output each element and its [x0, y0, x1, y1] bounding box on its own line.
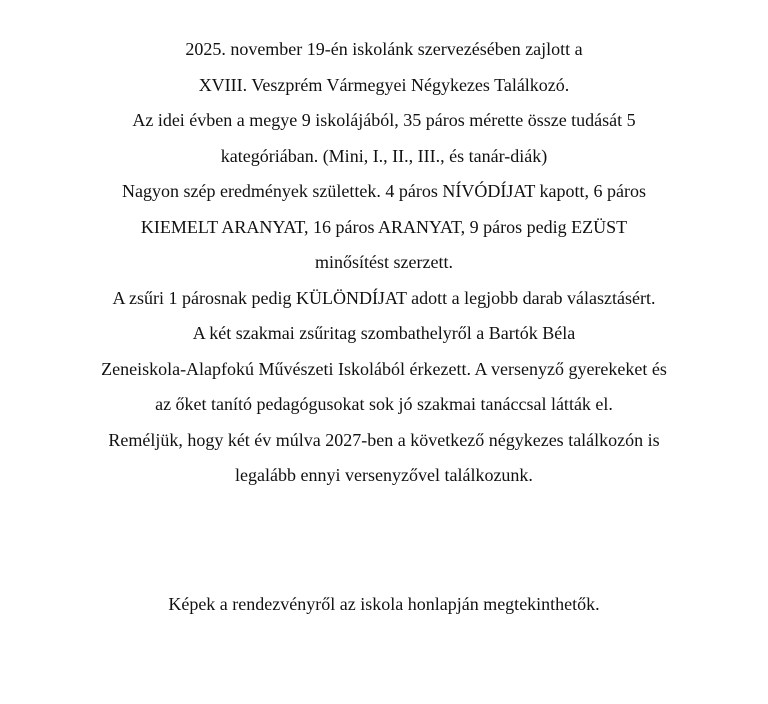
- body-line-13: legalább ennyi versenyzővel találkozunk.: [235, 465, 533, 485]
- body-line-9: A két szakmai zsűritag szombathelyről a Bartók Béla: [192, 323, 576, 343]
- body-line-8: A zsűri 1 párosnak pedig KÜLÖNDÍJAT adott a legjobb darab választásért.: [112, 287, 656, 308]
- body-line-3: Az idei évben a megye 9 iskolájából, 35 páros mérette össze tudását 5: [132, 110, 636, 130]
- body-line-7: minősítést szerzett.: [315, 252, 453, 272]
- body-line-6: KIEMELT ARANYAT, 16 páros ARANYAT, 9 páros pedig EZÜST: [140, 216, 628, 237]
- body-line-4: kategóriában. (Mini, I., II., III., és tanár-diák): [220, 145, 548, 166]
- body-line-1: 2025. november 19-én iskolánk szervezésében zajlott a: [185, 39, 583, 59]
- body-line-5: Nagyon szép eredmények születtek. 4 páros NÍVÓDÍJAT kapott, 6 páros: [121, 181, 647, 201]
- body-line-10: Zeneiskola-Alapfokú Művészeti Iskolából érkezett. A versenyző gyerekeket és: [101, 358, 667, 379]
- photos-note: Képek a rendezvényről az iskola honlapján megtekinthetők.: [168, 594, 600, 614]
- body-line-12: Reméljük, hogy két év múlva 2027-ben a következő négykezes találkozón is: [108, 429, 660, 450]
- body-line-2: XVIII. Veszprém Vármegyei Négykezes Találkozó.: [198, 74, 570, 95]
- announcement-body: [0, 32, 768, 494]
- body-line-11: az őket tanító pedagógusokat sok jó szakmai tanáccsal látták el.: [155, 394, 613, 414]
